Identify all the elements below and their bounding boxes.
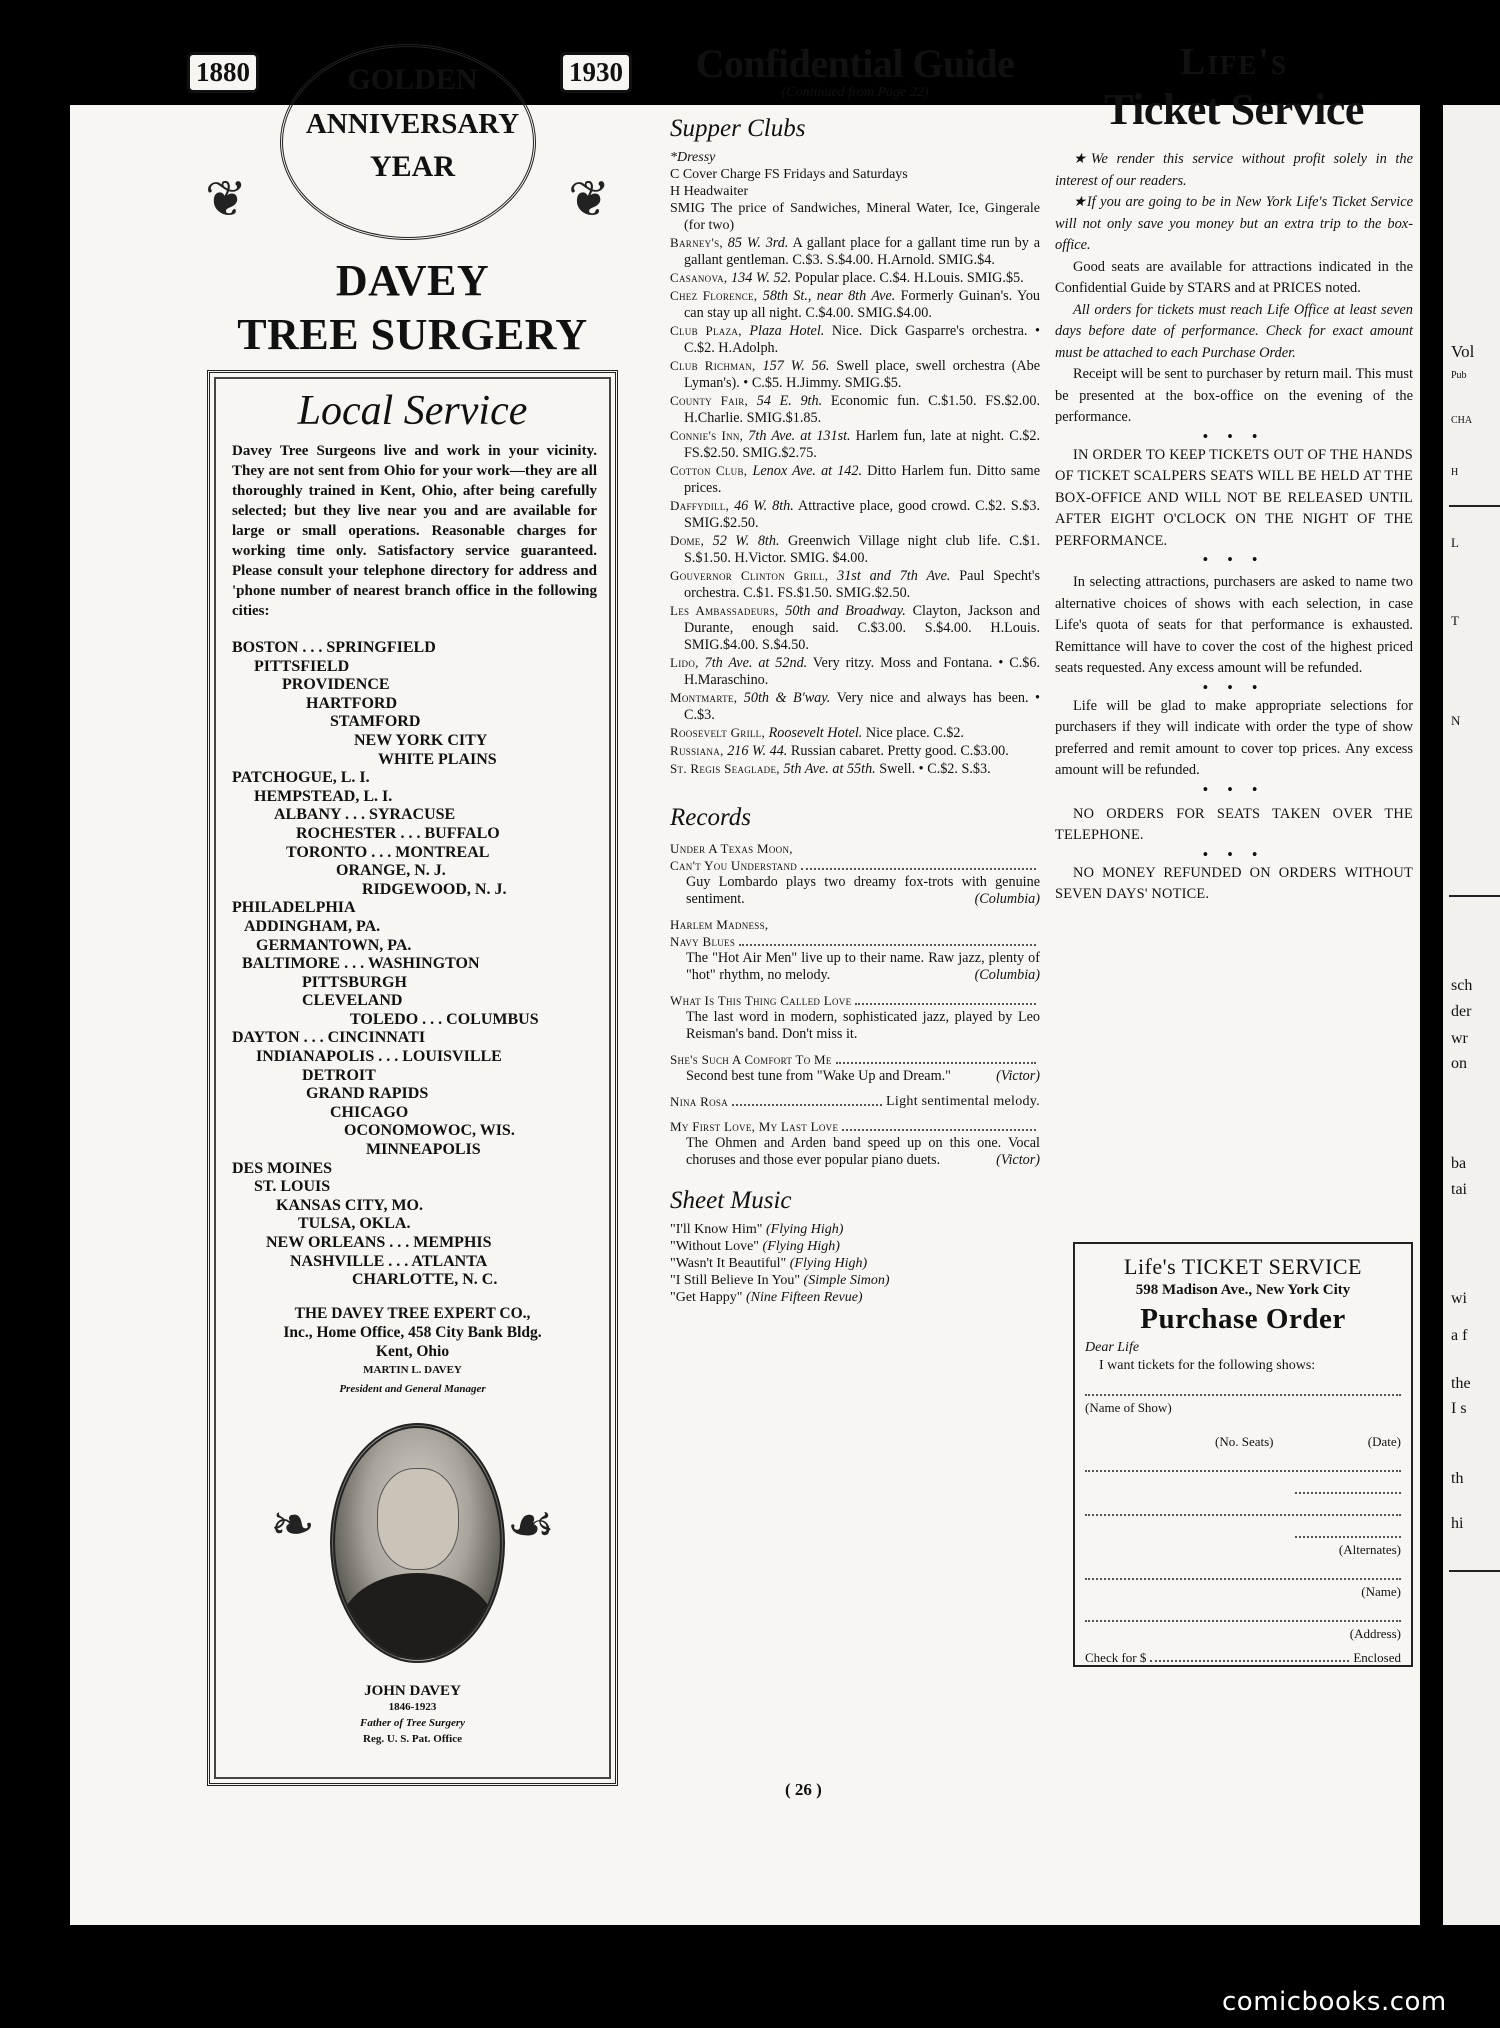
club-address: 5th Ave. at 55th.: [783, 761, 876, 777]
song-show: (Nine Fifteen Revue): [745, 1290, 863, 1305]
year-left: 1880: [187, 52, 259, 93]
ticket-para: ★We render this service without profit solely in the interest of our readers.: [1055, 151, 1413, 189]
song-show: (Flying High): [766, 1222, 844, 1237]
fragment-text: Vol: [1451, 342, 1475, 361]
club-address: 157 W. 56.: [762, 358, 830, 374]
club-name: Les Ambassadeurs,: [670, 603, 779, 618]
club-description: A gallant place for a gallant time run by a gallant gentleman. C.$3. S.$4.00. H.Arnold. SMIG.$4.: [684, 235, 1040, 268]
ticket-para: Life will be glad to make appropriate selections for purchasers if they will indicate with order the type of show preferred and remit amount to cover top prices. Any excess amount will be refunded.: [1055, 697, 1413, 778]
ticket-title-life: Life's: [1180, 41, 1288, 83]
no-seats-label: (No. Seats): [1215, 1434, 1274, 1449]
club-entry: [670, 760, 1040, 778]
fragment-text: th: [1451, 1470, 1464, 1487]
club-description: Swell. • C.$2. S.$3.: [879, 761, 991, 777]
record-title: [670, 1093, 1040, 1110]
separator-dots: • • •: [1202, 846, 1266, 863]
record-title: [670, 933, 1040, 950]
leader-dots: [739, 933, 1036, 946]
address-line[interactable]: [1085, 1600, 1401, 1622]
record-entry: [670, 840, 1040, 908]
club-entry: [670, 287, 1040, 322]
portrait-name: JOHN DAVEY: [364, 1682, 461, 1699]
local-service-body: Davey Tree Surgeons live and work in your vicinity. They are not sent from Ohio for your work—they are all thoroughly trained in Kent, Ohio, after being carefully selected; but they live near you and are available for large or small operations. Reasonable charges for working time only. Satisfactory service guaranteed. Please consult your telephone directory for address and 'phone number of nearest branch office in the following cities:: [232, 443, 597, 619]
club-entry: [670, 497, 1040, 532]
name-line[interactable]: [1085, 1558, 1401, 1580]
club-name: Club Plaza,: [670, 323, 742, 338]
club-address: 50th & B'way.: [743, 690, 831, 706]
club-address: Roosevelt Hotel.: [768, 725, 863, 741]
song-title: "I Still Believe In You": [670, 1273, 801, 1288]
separator-dots: • • •: [1202, 679, 1266, 696]
record-label: (Victor): [996, 1152, 1040, 1168]
record-label: (Columbia): [974, 891, 1040, 907]
city-line: DETROIT: [302, 1066, 376, 1084]
legend-line: C Cover Charge FS Fridays and Saturdays: [670, 167, 908, 182]
club-entry: [670, 392, 1040, 427]
club-entry: [670, 427, 1040, 462]
city-line: OCONOMOWOC, WIS.: [344, 1122, 515, 1140]
city-line: NEW YORK CITY: [354, 731, 488, 749]
city-line: NEW ORLEANS . . . MEMPHIS: [266, 1234, 492, 1251]
enclosed-label: Enclosed: [1353, 1650, 1401, 1665]
record-entry: [670, 1093, 1040, 1110]
leader-dots: [842, 1118, 1036, 1131]
fragment-text: a f: [1451, 1327, 1468, 1344]
club-entry: [670, 567, 1040, 602]
club-address: 7th Ave. at 52nd.: [704, 655, 808, 671]
city-line: TORONTO . . . MONTREAL: [286, 843, 490, 861]
fragment-text: H: [1451, 467, 1459, 478]
club-description: Popular place. C.$4. H.Louis. SMIG.$5.: [794, 270, 1024, 286]
club-entry: [670, 269, 1040, 287]
club-name: Cotton Club,: [670, 463, 748, 478]
club-description: Ditto Harlem fun. Ditto same prices.: [684, 463, 1041, 496]
fragment-text: on: [1451, 1055, 1467, 1072]
sheet-music-entry: [670, 1272, 1040, 1289]
ticket-para: Receipt will be sent to purchaser by return mail. This must be presented at the box-office on the evening of the performance.: [1055, 366, 1413, 425]
city-line: ST. LOUIS: [254, 1178, 331, 1196]
song-show: (Flying High): [762, 1239, 840, 1254]
fragment-text: sch: [1451, 977, 1473, 994]
record-title: [670, 857, 1040, 874]
record-title-text: Nina Rosa: [670, 1094, 729, 1109]
alternates-label: (Alternates): [1338, 1542, 1401, 1557]
city-line: KANSAS CITY, MO.: [276, 1196, 423, 1214]
anniversary-banner: [185, 30, 640, 250]
city-line: HARTFORD: [306, 694, 397, 712]
leader-dots: [836, 1051, 1036, 1064]
banner-line-golden: GOLDEN: [347, 63, 478, 96]
leader-dots: [732, 1093, 882, 1106]
banner-line-year: YEAR: [369, 150, 455, 183]
order-address: 598 Madison Ave., New York City: [1135, 1282, 1351, 1298]
fragment-text: L: [1451, 535, 1459, 550]
city-line: INDIANAPOLIS . . . LOUISVILLE: [256, 1048, 502, 1066]
club-entry: [670, 322, 1040, 357]
supper-clubs-list: [670, 234, 1040, 778]
record-title-text: She's Such A Comfort To Me: [670, 1052, 832, 1067]
alternate-line[interactable]: [1085, 1494, 1401, 1516]
song-title: "I'll Know Him": [670, 1222, 763, 1237]
club-name: Connie's Inn,: [670, 428, 744, 443]
record-title: [670, 1118, 1040, 1135]
city-line: PITTSBURGH: [302, 973, 407, 991]
city-line: ROCHESTER . . . BUFFALO: [296, 824, 500, 842]
club-name: Club Richman,: [670, 358, 756, 373]
city-line: TOLEDO . . . COLUMBUS: [350, 1010, 539, 1028]
company-city: Kent, Ohio: [375, 1342, 450, 1360]
record-description: The "Hot Air Men" live up to their name. Raw jazz, plenty of "hot" rhythm, no melody. (Columbia): [686, 950, 1040, 983]
record-title: [670, 992, 1040, 1009]
club-description: Swell place, swell orchestra (Abe Lyman's). • C.$5. H.Jimmy. SMIG.$5.: [684, 358, 1041, 391]
city-line: CLEVELAND: [302, 992, 403, 1010]
ticket-body: [1055, 149, 1413, 906]
record-description: Guy Lombardo plays two dreamy fox-trots with genuine sentiment. (Columbia): [686, 874, 1040, 907]
club-entry: [670, 689, 1040, 724]
club-description: Formerly Guinan's. You can stay up all night. C.$4.00. SMIG.$4.00.: [684, 288, 1041, 321]
seats-date-row: [1085, 1434, 1401, 1450]
order-heading: Purchase Order: [1140, 1303, 1346, 1335]
city-line: GRAND RAPIDS: [306, 1085, 429, 1103]
fragment-text: wi: [1451, 1290, 1467, 1307]
club-address: 54 E. 9th.: [756, 393, 823, 409]
city-list: [232, 639, 615, 1290]
club-address: Plaza Hotel.: [749, 323, 825, 339]
separator-dots: • • •: [1202, 781, 1266, 798]
fragment-text: I s: [1451, 1400, 1467, 1417]
records-list: [670, 840, 1040, 1169]
club-address: 46 W. 8th.: [734, 498, 794, 514]
portrait-title: Father of Tree Surgery: [359, 1716, 465, 1729]
city-line: DAYTON . . . CINCINNATI: [232, 1029, 426, 1047]
club-address: 58th St., near 8th Ave.: [762, 288, 896, 304]
fragment-text: der: [1451, 1003, 1472, 1020]
record-description: The Ohmen and Arden band speed up on this one. Vocal choruses and those ever popular piano duets. (Victor): [686, 1135, 1040, 1168]
club-description: Harlem fun, late at night. C.$2. FS.$2.50. SMIG.$2.75.: [684, 428, 1040, 461]
local-service-title: Local Service: [297, 388, 528, 434]
song-title: "Wasn't It Beautiful": [670, 1256, 787, 1271]
sheet-music-entry: [670, 1221, 1040, 1238]
song-title: "Get Happy": [670, 1290, 743, 1305]
record-title: [670, 916, 1040, 933]
order-salutation: Dear Life: [1085, 1340, 1140, 1355]
records-heading: Records: [670, 804, 751, 831]
check-for-label: Check for $: [1085, 1650, 1147, 1665]
club-name: Gouvernor Clinton Grill,: [670, 568, 829, 583]
banner-line-anniversary: ANNIVERSARY: [305, 108, 520, 140]
ticket-para: NO ORDERS FOR SEATS TAKEN OVER THE TELEPHONE.: [1055, 805, 1413, 843]
club-entry: [670, 602, 1040, 654]
club-description: Russian cabaret. Pretty good. C.$3.00.: [790, 743, 1009, 759]
club-entry: [670, 724, 1040, 742]
record-title-text: Navy Blues: [670, 934, 736, 949]
fragment-text: the: [1451, 1375, 1471, 1392]
ticket-para: Good seats are available for attractions indicated in the Confidential Guide by STARS and at PRICES noted.: [1055, 258, 1413, 296]
club-description: Economic fun. C.$1.50. FS.$2.00. H.Charlie. SMIG.$1.85.: [684, 393, 1041, 426]
city-line: CHICAGO: [330, 1103, 409, 1121]
divider: [1449, 1570, 1500, 1572]
fragment-text: Pub: [1451, 370, 1467, 381]
president-title: President and General Manager: [339, 1382, 486, 1395]
city-line: ALBANY . . . SYRACUSE: [274, 806, 456, 824]
portrait-head: [377, 1468, 459, 1570]
fragment-text: CHA: [1451, 415, 1473, 426]
leaf-icon: ❦: [568, 171, 610, 227]
legend-line: SMIG The price of Sandwiches, Mineral Water, Ice, Gingerale (for two): [670, 201, 1040, 233]
record-title-text: What Is This Thing Called Love: [670, 993, 852, 1008]
club-address: 216 W. 44.: [727, 743, 788, 759]
club-address: 52 W. 8th.: [712, 533, 780, 549]
city-line: BALTIMORE . . . WASHINGTON: [242, 955, 480, 973]
john-davey-portrait: [330, 1423, 505, 1663]
club-description: Attractive place, good crowd. C.$2. S.$3. SMIG.$2.50.: [684, 498, 1040, 531]
check-amount-line[interactable]: [1150, 1650, 1349, 1662]
laurel-icon: ☙: [506, 1494, 555, 1555]
show-name-line[interactable]: [1085, 1374, 1401, 1396]
davey-tree-ad: [185, 30, 640, 1780]
date-label: (Date): [1367, 1434, 1401, 1449]
club-name: Chez Florence,: [670, 288, 758, 303]
president-name: MARTIN L. DAVEY: [363, 1363, 462, 1376]
record-title: [670, 1051, 1040, 1068]
club-address: 7th Ave. at 131st.: [748, 428, 851, 444]
club-entry: [670, 654, 1040, 689]
ticket-para: All orders for tickets must reach Life Office at least seven days before date of performance. Check for exact amount must be attached to each Purchase Order.: [1055, 301, 1413, 361]
club-name: Dome,: [670, 533, 705, 548]
club-name: St. Regis Seaglade,: [670, 761, 780, 776]
club-name: Barney's,: [670, 235, 723, 250]
laurel-icon: ❧: [270, 1494, 316, 1555]
ticket-title-service: Ticket Service: [1104, 85, 1364, 134]
record-note: Light sentimental melody.: [886, 1094, 1040, 1109]
record-title-text: Harlem Madness,: [670, 917, 769, 932]
city-line: MINNEAPOLIS: [366, 1141, 481, 1159]
company-name: THE DAVEY TREE EXPERT CO.,: [294, 1304, 531, 1322]
purchase-order-form: [1073, 1242, 1413, 1667]
portrait-body: [340, 1573, 495, 1663]
city-line: TULSA, OKLA.: [298, 1215, 411, 1233]
sheet-music-list: [670, 1221, 1040, 1306]
portrait-caption: [210, 1683, 615, 1747]
brand-line-davey: DAVEY: [335, 256, 490, 305]
club-entry: [670, 462, 1040, 497]
legend-line: H Headwaiter: [670, 184, 749, 199]
city-line: RIDGEWOOD, N. J.: [362, 880, 507, 898]
club-description: Greenwich Village night club life. C.$1. S.$1.50. H.Victor. SMIG. $4.00.: [684, 533, 1041, 566]
supper-clubs-heading: Supper Clubs: [670, 115, 806, 142]
record-description: Second best tune from "Wake Up and Dream." (Victor): [686, 1068, 1040, 1084]
club-address: 134 W. 52.: [731, 270, 792, 286]
check-row: [1085, 1650, 1401, 1666]
club-description: Paul Specht's orchestra. C.$1. FS.$1.50. SMIG.$2.50.: [684, 568, 1040, 601]
fragment-text: wr: [1451, 1030, 1468, 1047]
fragment-text: T: [1451, 613, 1459, 628]
local-service-frame: [207, 370, 618, 1786]
ticket-para: ★If you are going to be in New York Life's Ticket Service will not only save you money but an extra trip to the box-office.: [1055, 194, 1413, 253]
city-line: ORANGE, N. J.: [336, 862, 446, 880]
city-line: CHARLOTTE, N. C.: [352, 1271, 498, 1289]
club-description: Clayton, Jackson and Durante, enough said. C.$3.00. S.$4.00. H.Louis. SMIG.$4.00. S.$4.50.: [684, 603, 1040, 653]
name-of-show-label: (Name of Show): [1085, 1400, 1172, 1415]
sheet-music-entry: [670, 1255, 1040, 1272]
city-line: PHILADELPHIA: [232, 899, 356, 917]
name-label: (Name): [1361, 1584, 1401, 1599]
leader-dots: [801, 857, 1036, 870]
legend-line: *Dressy: [670, 150, 716, 165]
city-line: HEMPSTEAD, L. I.: [254, 787, 393, 805]
club-name: Russiana,: [670, 743, 724, 758]
record-title: [670, 840, 1040, 857]
club-entry: [670, 234, 1040, 269]
record-entry: [670, 916, 1040, 984]
ticket-para: IN ORDER TO KEEP TICKETS OUT OF THE HANDS OF TICKET SCALPERS SEATS WILL BE HELD AT THE BOX-OFFICE AND WILL NOT BE RELEASED UNTIL AFTER EIGHT O'CLOCK ON THE NIGHT OF THE PERFORMANCE.: [1055, 446, 1413, 549]
city-line: WHITE PLAINS: [378, 750, 497, 768]
company-address: Inc., Home Office, 458 City Bank Bldg.: [283, 1323, 542, 1341]
city-line: DES MOINES: [232, 1159, 333, 1177]
club-address: Lenox Ave. at 142.: [752, 463, 863, 479]
club-description: Nice place. C.$2.: [865, 725, 964, 741]
portrait-reg: Reg. U. S. Pat. Office: [363, 1732, 462, 1745]
alternate-line[interactable]: [1085, 1450, 1401, 1472]
record-label: (Victor): [996, 1068, 1040, 1084]
record-entry: [670, 1118, 1040, 1169]
city-line: NASHVILLE . . . ATLANTA: [290, 1252, 488, 1270]
brand-line-tree-surgery: TREE SURGERY: [237, 310, 588, 359]
club-address: 85 W. 3rd.: [727, 235, 789, 251]
city-line: PROVIDENCE: [282, 676, 390, 694]
record-title-text: Can't You Understand: [670, 858, 798, 873]
separator-dots: • • •: [1202, 552, 1266, 568]
fragment-text: ba: [1451, 1155, 1467, 1172]
club-entry: [670, 532, 1040, 567]
ticket-para: In selecting attractions, purchasers are asked to name two alternative choices of shows with each selection, in case Life's quota of seats for that performance is exhausted. Remittance will have to cover the cost of the highest priced seats requested. Any excess amount will be refunded.: [1055, 574, 1413, 676]
page-number: ( 26 ): [785, 1780, 822, 1799]
company-block: [210, 1304, 615, 1399]
sheet-music-entry: [670, 1238, 1040, 1255]
record-description: The last word in modern, sophisticated jazz, played by Leo Reisman's band. Don't miss it.: [686, 1009, 1040, 1042]
city-line: BOSTON . . . SPRINGFIELD: [232, 639, 436, 656]
address-label: (Address): [1349, 1626, 1401, 1641]
ticket-service: [1055, 40, 1413, 1665]
sheet-music-heading: Sheet Music: [670, 1187, 792, 1214]
city-line: GERMANTOWN, PA.: [256, 936, 412, 954]
club-address: 31st and 7th Ave.: [837, 568, 951, 584]
club-entry: [670, 742, 1040, 760]
city-line: STAMFORD: [330, 713, 421, 731]
next-page-edge: [1443, 105, 1500, 1925]
record-label: (Columbia): [974, 967, 1040, 983]
song-show: (Flying High): [789, 1256, 868, 1271]
ticket-para: NO MONEY REFUNDED ON ORDERS WITHOUT SEVEN DAYS' NOTICE.: [1055, 864, 1413, 902]
club-entry: [670, 357, 1040, 392]
divider: [1449, 505, 1500, 507]
leaf-icon: ❦: [205, 171, 247, 227]
portrait-years: 1846-1923: [388, 1700, 437, 1713]
club-name: County Fair,: [670, 393, 749, 408]
city-line: ADDINGHAM, PA.: [244, 917, 381, 935]
legend-block: [670, 149, 1040, 234]
club-name: Montmarte,: [670, 690, 738, 705]
club-description: Very nice and always has been. • C.$3.: [684, 690, 1041, 723]
city-line: PITTSFIELD: [254, 657, 350, 675]
club-name: Roosevelt Grill,: [670, 725, 766, 740]
divider: [1449, 895, 1500, 897]
club-address: 50th and Broadway.: [785, 603, 906, 619]
club-name: Lido,: [670, 655, 699, 670]
record-entry: [670, 992, 1040, 1043]
order-header: Life's TICKET SERVICE: [1124, 1254, 1362, 1279]
separator-dots: • • •: [1202, 428, 1266, 445]
year-right: 1930: [560, 52, 632, 93]
guide-title: Confidential Guide: [695, 41, 1015, 86]
club-description: Nice. Dick Gasparre's orchestra. • C.$2. H.Adolph.: [684, 323, 1040, 356]
watermark: comicbooks.com: [1222, 1987, 1447, 2017]
fragment-text: hi: [1451, 1515, 1464, 1532]
fragment-text: N: [1451, 713, 1461, 728]
city-line: PATCHOGUE, L. I.: [232, 769, 370, 787]
portrait-area: [210, 1423, 615, 1683]
confidential-guide: [670, 40, 1040, 1306]
fragment-text: tai: [1451, 1181, 1467, 1198]
sheet-music-entry: [670, 1289, 1040, 1306]
order-intro: I want tickets for the following shows:: [1099, 1358, 1316, 1373]
club-description: Very ritzy. Moss and Fontana. • C.$6. H.Maraschino.: [684, 655, 1041, 688]
record-entry: [670, 1051, 1040, 1085]
record-title-text: My First Love, My Last Love: [670, 1119, 839, 1134]
record-title-text: Under A Texas Moon,: [670, 841, 793, 856]
guide-continued: (Continued from Page 22): [781, 85, 929, 100]
alternate-line[interactable]: [1295, 1472, 1401, 1494]
club-name: Daffydill,: [670, 498, 730, 513]
leader-dots: [855, 992, 1036, 1005]
alternate-line[interactable]: [1295, 1516, 1401, 1538]
club-name: Casanova,: [670, 270, 728, 285]
song-title: "Without Love": [670, 1239, 760, 1254]
song-show: (Simple Simon): [803, 1273, 890, 1288]
